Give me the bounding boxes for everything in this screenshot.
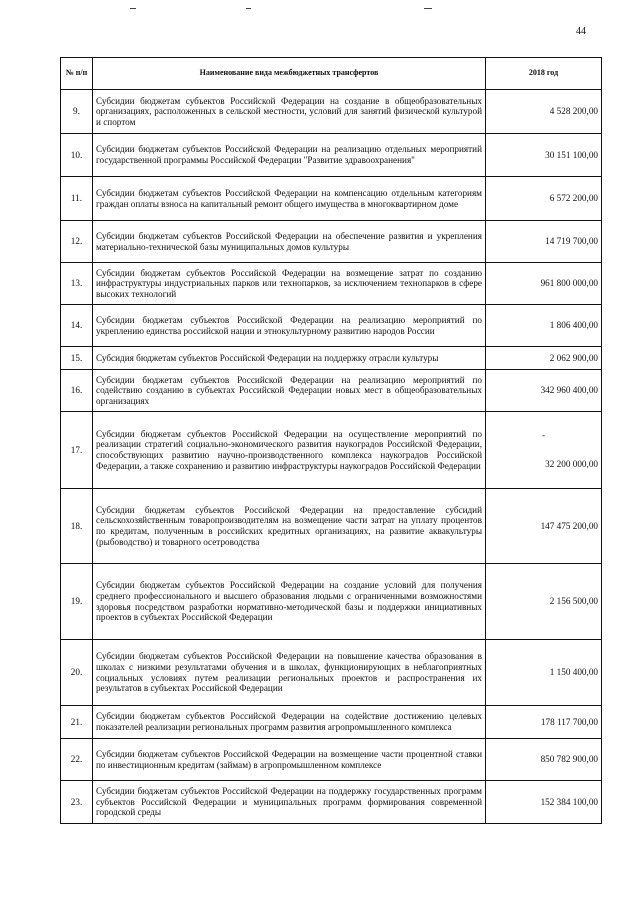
header-number: № п/п bbox=[61, 58, 93, 90]
row-number: 11. bbox=[61, 177, 93, 221]
amount-cell bbox=[486, 412, 602, 489]
amount-value: 178 117 700,00 bbox=[540, 716, 598, 727]
page-number: 44 bbox=[576, 26, 586, 37]
amount-value: 32 200 000,00 bbox=[545, 459, 598, 469]
amount-cell bbox=[486, 263, 602, 305]
dash-mark: - bbox=[541, 430, 546, 441]
row-number: 14. bbox=[61, 305, 93, 347]
amount-value: 14 719 700,00 bbox=[545, 236, 598, 247]
transfer-name: Субсидии бюджетам субъектов Российской Федерации на предоставление субсидий сельскохозяйственным товаропроизводителям на возмещение части затрат на уплату процентов по кредитам, полученным в российских кредитных организациях, на развитие аквакультуры (рыбоводство) и товарного осетроводства bbox=[93, 489, 486, 564]
table-row bbox=[61, 90, 602, 134]
table-row bbox=[61, 640, 602, 706]
amount-cell bbox=[486, 706, 602, 739]
amount-cell bbox=[486, 221, 602, 263]
table-row bbox=[61, 739, 602, 781]
row-number: 20. bbox=[61, 640, 93, 706]
scan-mark-left bbox=[130, 8, 136, 9]
transfer-name: Субсидии бюджетам субъектов Российской Федерации на повышение качества образования в школах с низкими результатами обучения и в школах, функционирующих в неблагоприятных социальных условиях путем реализации региональных проектов и распространения их результатов в субъектах Российской Федерации bbox=[93, 640, 486, 706]
amount-value: 850 782 900,00 bbox=[540, 754, 598, 765]
transfer-name: Субсидии бюджетам субъектов Российской Федерации на создание условий для получения среднего профессионального и высшего образования людьми с ограниченными возможностями здоровья посредством разработки нормативно-методической базы и поддержки инициативных проектов в субъектах Российской Федерации bbox=[93, 564, 486, 640]
transfer-name: Субсидии бюджетам субъектов Российской Федерации на возмещение части процентной ставки по инвестиционным кредитам (займам) в агропромышленном комплексе bbox=[93, 739, 486, 781]
table-row bbox=[61, 305, 602, 347]
row-number: 23. bbox=[61, 781, 93, 824]
table-row bbox=[61, 134, 602, 177]
scan-mark-right bbox=[424, 8, 432, 9]
table-row bbox=[61, 564, 602, 640]
transfer-name: Субсидии бюджетам субъектов Российской Федерации на реализацию отдельных мероприятий государственной программы Российской Федерации "Развитие здравоохранения" bbox=[93, 134, 486, 177]
transfer-name: Субсидии бюджетам субъектов Российской Федерации на реализацию мероприятий по укреплению единства российской нации и этнокультурному развитию народов России bbox=[93, 305, 486, 347]
row-number: 10. bbox=[61, 134, 93, 177]
transfers-table bbox=[60, 57, 602, 824]
amount-value: 147 475 200,00 bbox=[540, 520, 598, 531]
amount-cell bbox=[486, 134, 602, 177]
amount-cell bbox=[486, 564, 602, 640]
amount-cell bbox=[486, 177, 602, 221]
transfer-name: Субсидии бюджетам субъектов Российской Федерации на компенсацию отдельным категориям граждан оплаты взноса на капитальный ремонт общего имущества в многоквартирном доме bbox=[93, 177, 486, 221]
amount-cell bbox=[486, 305, 602, 347]
amount-value: 1 806 400,00 bbox=[549, 320, 598, 331]
amount-value: 961 800 000,00 bbox=[540, 278, 598, 289]
amount-cell bbox=[486, 90, 602, 134]
row-number: 19. bbox=[61, 564, 93, 640]
amount-cell bbox=[486, 640, 602, 706]
table-row bbox=[61, 177, 602, 221]
row-number: 22. bbox=[61, 739, 93, 781]
table-row bbox=[61, 781, 602, 824]
transfer-name: Субсидия бюджетам субъектов Российской Федерации на поддержку отрасли культуры bbox=[93, 347, 486, 370]
amount-cell bbox=[486, 781, 602, 824]
table-row bbox=[61, 706, 602, 739]
transfer-name: Субсидии бюджетам субъектов Российской Федерации на реализацию мероприятий по содействию созданию в субъектах Российской Федерации новых мест в общеобразовательных организациях bbox=[93, 370, 486, 412]
header-transfer-name: Наименование вида межбюджетных трансфертов bbox=[93, 58, 486, 90]
transfer-name: Субсидии бюджетам субъектов Российской Федерации на обеспечение развития и укрепления материально-технической базы муниципальных домов культуры bbox=[93, 221, 486, 263]
amount-cell bbox=[486, 489, 602, 564]
table-row bbox=[61, 263, 602, 305]
amount-cell bbox=[486, 347, 602, 370]
amount-value: 2 062 900,00 bbox=[549, 352, 598, 363]
transfer-name: Субсидии бюджетам субъектов Российской Федерации на поддержку государственных программ субъектов Российской Федерации и муниципальных программ формирования современной городской среды bbox=[93, 781, 486, 824]
row-number: 21. bbox=[61, 706, 93, 739]
table-row bbox=[61, 489, 602, 564]
transfer-name: Субсидии бюджетам субъектов Российской Федерации на содействие достижению целевых показателей реализации региональных программ развития агропромышленного комплекса bbox=[93, 706, 486, 739]
row-number: 9. bbox=[61, 90, 93, 134]
row-number: 13. bbox=[61, 263, 93, 305]
row-number: 17. bbox=[61, 412, 93, 489]
transfer-name: Субсидии бюджетам субъектов Российской Федерации на создание в общеобразовательных организациях, расположенных в сельской местности, условий для занятий физической культурой и спортом bbox=[93, 90, 486, 134]
amount-value: 2 156 500,00 bbox=[549, 596, 598, 607]
amount-value: 4 528 200,00 bbox=[549, 106, 598, 117]
header-year-2018: 2018 год bbox=[486, 58, 602, 90]
table-header-row bbox=[61, 58, 602, 90]
scan-mark-middle bbox=[246, 8, 251, 9]
table-row bbox=[61, 221, 602, 263]
amount-value: 342 960 400,00 bbox=[540, 385, 598, 396]
amount-value: 6 572 200,00 bbox=[549, 193, 598, 204]
row-number: 12. bbox=[61, 221, 93, 263]
row-number: 16. bbox=[61, 370, 93, 412]
amount-value: 30 151 100,00 bbox=[545, 149, 598, 160]
amount-value: 1 150 400,00 bbox=[549, 667, 598, 678]
amount-cell bbox=[486, 370, 602, 412]
transfer-name: Субсидии бюджетам субъектов Российской Федерации на осуществление мероприятий по реализации стратегий социально-экономического развития наукоградов Российской Федерации, способствующих развитию научно-производственного комплекса наукоградов Российской Федерации, а также сохранению и развитию инфраструктуры наукоградов Российской Федерации bbox=[93, 412, 486, 489]
row-number: 18. bbox=[61, 489, 93, 564]
row-number: 15. bbox=[61, 347, 93, 370]
table-row bbox=[61, 347, 602, 370]
table-row bbox=[61, 370, 602, 412]
transfer-name: Субсидии бюджетам субъектов Российской Федерации на возмещение затрат по созданию инфраструктуры индустриальных парков или технопарков, за исключением технопарков в сфере высоких технологий bbox=[93, 263, 486, 305]
amount-value: 152 384 100,00 bbox=[540, 796, 598, 807]
amount-cell bbox=[486, 739, 602, 781]
table-row bbox=[61, 412, 602, 489]
